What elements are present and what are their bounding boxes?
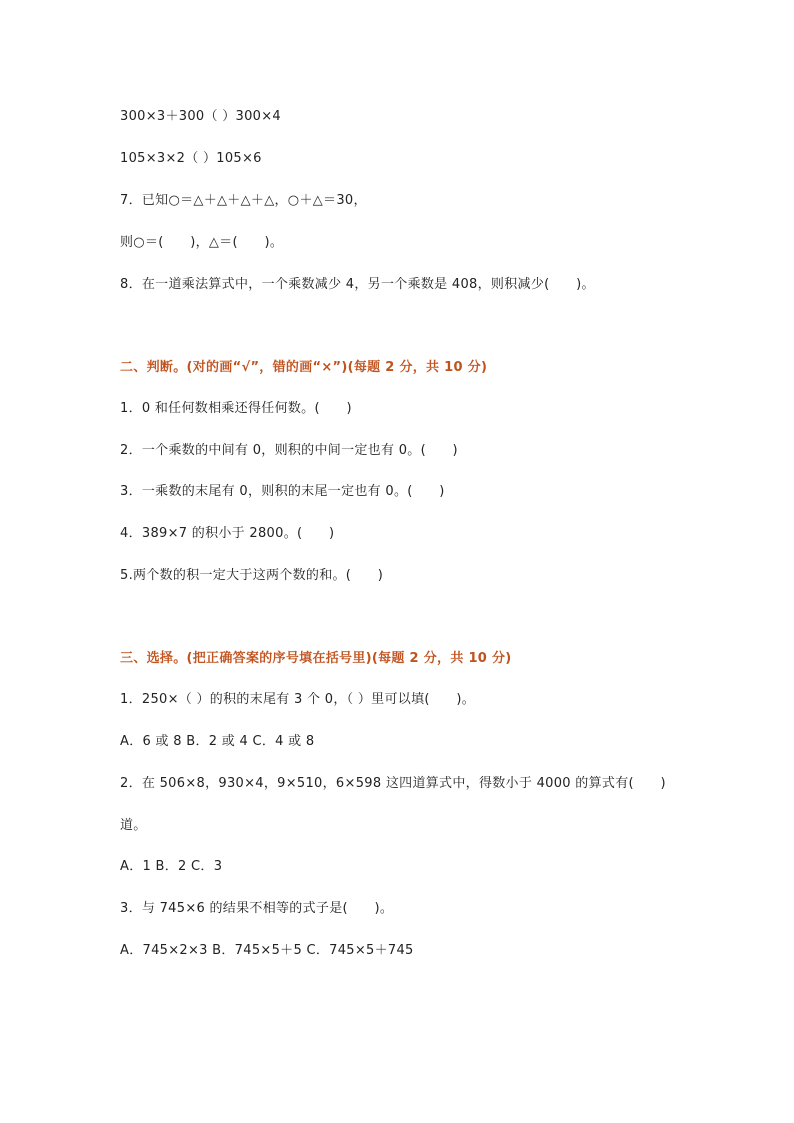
- question-line-compare-2: 105×3×2（ ）105×6: [120, 151, 262, 166]
- judgement-item-3: 3．一乘数的末尾有 0，则积的末尾一定也有 0。( ): [120, 484, 445, 499]
- judgement-item-5: 5.两个数的积一定大于这两个数的和。( ): [120, 568, 384, 583]
- section-heading-judgement: 二、判断。(对的画“√”，错的画“×”)(每题 2 分，共 10 分): [120, 360, 488, 375]
- judgement-item-2: 2．一个乘数的中间有 0，则积的中间一定也有 0。( ): [120, 443, 458, 458]
- choice-options-3: A．745×2×3 B．745×5＋5 C．745×5＋745: [120, 943, 414, 958]
- choice-question-1: 1．250×（ ）的积的末尾有 3 个 0，（ ）里可以填( )。: [120, 692, 476, 707]
- choice-question-2: 2．在 506×8，930×4，9×510，6×598 这四道算式中，得数小于 4000 的算式有( ): [120, 776, 666, 791]
- question-7-line-2: 则○＝( )，△＝( )。: [120, 235, 284, 250]
- question-8: 8．在一道乘法算式中，一个乘数减少 4，另一个乘数是 408，则积减少( )。: [120, 277, 595, 292]
- judgement-item-1: 1．0 和任何数相乘还得任何数。( ): [120, 401, 352, 416]
- judgement-item-4: 4．389×7 的积小于 2800。( ): [120, 526, 335, 541]
- question-7-line-1: 7．已知○＝△＋△＋△＋△，○＋△＝30，: [120, 193, 367, 208]
- choice-question-3: 3．与 745×6 的结果不相等的式子是( )。: [120, 901, 394, 916]
- choice-options-2: A．1 B．2 C．3: [120, 859, 223, 874]
- choice-question-2-cont: 道。: [120, 818, 147, 833]
- question-line-compare-1: 300×3＋300（ ）300×4: [120, 109, 281, 124]
- choice-options-1: A．6 或 8 B．2 或 4 C．4 或 8: [120, 734, 315, 749]
- section-heading-choice: 三、选择。(把正确答案的序号填在括号里)(每题 2 分，共 10 分): [120, 651, 512, 666]
